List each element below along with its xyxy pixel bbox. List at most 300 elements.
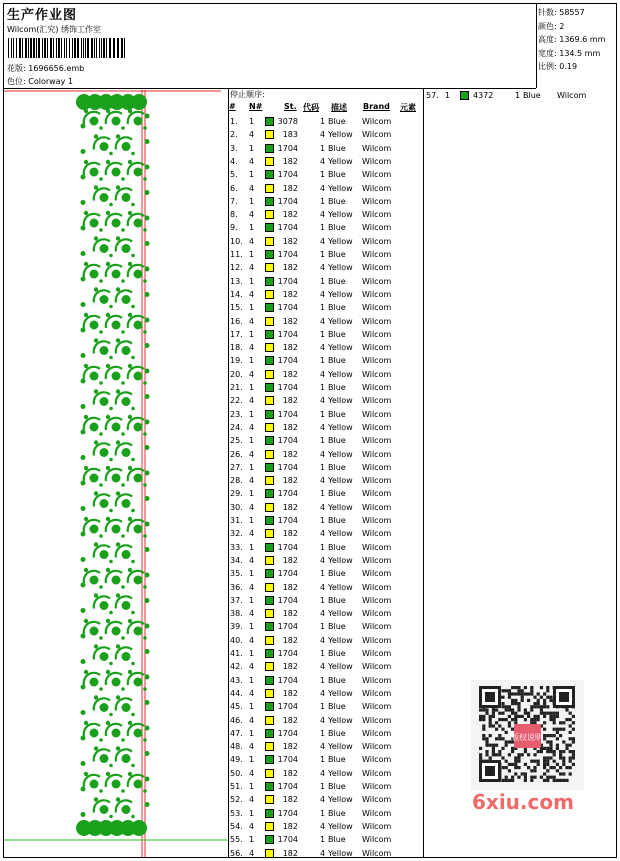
row-index: 20. [230, 369, 243, 379]
table-row [229, 261, 424, 274]
row-code: 1 [320, 569, 326, 579]
row-needle: 1 [249, 622, 255, 632]
table-row [229, 527, 424, 540]
design-scale: 比例: 0.19 [538, 62, 578, 71]
row-code: 4 [320, 768, 326, 778]
row-brand: Wilcom [362, 702, 392, 712]
table-row [229, 740, 424, 753]
row-index: 49. [230, 755, 243, 765]
color-swatch [265, 583, 274, 592]
row-desc: Blue [328, 622, 346, 632]
color-swatch [265, 755, 274, 764]
row-brand: Wilcom [362, 329, 392, 339]
color-swatch [265, 822, 274, 831]
table-row [229, 700, 424, 713]
row-brand: Wilcom [362, 196, 392, 206]
row-brand: Wilcom [362, 622, 392, 632]
table-row [229, 341, 424, 354]
row-stitches: 1704 [277, 595, 298, 605]
stitch-count: 针数: 58557 [538, 8, 585, 17]
row-stitches: 182 [282, 795, 298, 805]
row-code: 1 [320, 542, 326, 552]
color-swatch [265, 343, 274, 352]
row-stitches: 1704 [277, 782, 298, 791]
row-code: 4 [320, 263, 326, 273]
row-desc: Blue [523, 91, 541, 100]
table-row [229, 674, 424, 687]
design-height: 高度: 1369.6 mm [538, 35, 606, 44]
color-swatch [265, 130, 274, 139]
row-stitches: 1704 [277, 143, 298, 153]
design-width: 宽度: 134.5 mm [538, 48, 601, 58]
table-row [229, 847, 424, 860]
row-index: 10. [230, 236, 243, 246]
table-row [229, 288, 424, 301]
row-needle: 1 [249, 383, 255, 392]
row-needle: 1 [249, 595, 255, 605]
row-desc: Blue [328, 436, 346, 446]
row-code: 4 [320, 156, 326, 166]
row-index: 21. [230, 383, 243, 392]
color-swatch [265, 237, 274, 246]
row-desc: Yellow [328, 343, 353, 353]
row-stitches: 182 [282, 715, 298, 725]
row-stitches: 182 [282, 582, 298, 592]
color-swatch [265, 835, 274, 844]
row-code: 4 [320, 449, 326, 459]
row-brand: Wilcom [362, 728, 392, 738]
row-desc: Yellow [328, 449, 353, 459]
row-stitches: 182 [282, 742, 298, 752]
row-brand: Wilcom [362, 795, 392, 805]
row-code: 4 [320, 130, 326, 140]
row-desc: Yellow [328, 848, 353, 858]
row-needle: 4 [249, 422, 255, 432]
row-needle: 1 [249, 409, 255, 419]
row-needle: 1 [249, 170, 255, 180]
row-index: 23. [230, 409, 243, 419]
row-index: 46. [230, 715, 243, 725]
row-desc: Yellow [328, 555, 353, 565]
page-title: 生产作业图 [7, 8, 78, 23]
row-index: 43. [230, 675, 243, 685]
color-count: 颜色: 2 [538, 21, 565, 31]
table-row [229, 687, 424, 700]
row-desc: Blue [328, 755, 346, 765]
table-row [229, 155, 424, 168]
row-needle: 1 [249, 356, 255, 366]
row-stitches: 182 [282, 502, 298, 512]
row-brand: Wilcom [362, 502, 392, 512]
row-stitches: 182 [282, 316, 298, 326]
row-brand: Wilcom [362, 263, 392, 273]
row-code: 1 [320, 649, 326, 658]
row-desc: Yellow [328, 742, 353, 752]
table-row [229, 620, 424, 633]
table-row [229, 634, 424, 647]
row-stitches: 1704 [277, 489, 298, 499]
row-stitches: 1704 [277, 170, 298, 180]
row-brand: Wilcom [362, 276, 392, 286]
row-desc: Yellow [328, 529, 353, 539]
row-code: 1 [320, 835, 326, 845]
row-desc: Blue [328, 117, 346, 126]
color-swatch [265, 157, 274, 166]
row-brand: Wilcom [362, 555, 392, 565]
row-stitches: 1704 [277, 462, 298, 472]
row-stitches: 182 [282, 821, 298, 831]
color-swatch [265, 184, 274, 193]
row-code: 1 [320, 436, 326, 446]
row-brand: Wilcom [362, 223, 392, 233]
col-header-desc: 描述 [331, 103, 347, 112]
row-index: 26. [230, 449, 243, 459]
row-brand: Wilcom [362, 369, 392, 379]
row-stitches: 182 [282, 662, 298, 672]
row-desc: Blue [328, 569, 346, 579]
color-swatch [265, 809, 274, 818]
row-code: 1 [515, 91, 521, 100]
row-needle: 1 [249, 489, 255, 499]
table-row [229, 368, 424, 381]
row-brand: Wilcom [362, 356, 392, 366]
table-row [229, 195, 424, 208]
row-stitches: 182 [282, 688, 298, 698]
row-code: 1 [320, 409, 326, 419]
row-needle: 1 [249, 702, 255, 712]
row-code: 4 [320, 848, 326, 858]
row-index: 42. [230, 662, 243, 672]
row-needle: 1 [249, 516, 255, 525]
col-header-element: 元素 [400, 103, 416, 112]
row-needle: 1 [249, 303, 255, 313]
row-desc: Blue [328, 329, 346, 339]
row-stitches: 1704 [277, 356, 298, 366]
row-stitches: 182 [282, 449, 298, 459]
row-brand: Wilcom [362, 821, 392, 831]
table-row [229, 315, 424, 328]
table-row [229, 235, 424, 248]
row-desc: Blue [328, 516, 346, 525]
row-needle: 4 [249, 396, 255, 406]
row-needle: 4 [249, 821, 255, 831]
color-swatch [265, 436, 274, 445]
row-brand: Wilcom [362, 210, 392, 220]
color-swatch [265, 849, 274, 858]
row-code: 1 [320, 728, 326, 738]
table-row [229, 182, 424, 195]
row-desc: Blue [328, 462, 346, 472]
row-needle: 4 [249, 662, 255, 672]
row-index: 4. [230, 156, 238, 166]
color-swatch [460, 91, 469, 100]
row-desc: Yellow [328, 183, 353, 193]
color-swatch [265, 782, 274, 791]
row-desc: Blue [328, 649, 346, 658]
row-brand: Wilcom [362, 649, 392, 658]
row-desc: Blue [328, 782, 346, 791]
row-code: 1 [320, 117, 326, 126]
row-index: 52. [230, 795, 243, 805]
row-index: 28. [230, 476, 243, 486]
table-row [229, 833, 424, 846]
row-index: 56. [230, 848, 243, 858]
row-desc: Yellow [328, 635, 353, 645]
row-stitches: 1704 [277, 383, 298, 392]
color-swatch [265, 476, 274, 485]
row-index: 32. [230, 529, 243, 539]
col-header-code: 代码 [303, 103, 319, 112]
row-desc: Yellow [328, 289, 353, 299]
watermark: 6xiu.com [472, 790, 574, 814]
color-swatch [265, 503, 274, 512]
row-stitches: 1704 [277, 223, 298, 233]
row-code: 4 [320, 343, 326, 353]
table-row [229, 501, 424, 514]
row-code: 1 [320, 196, 326, 206]
row-desc: Blue [328, 223, 346, 233]
row-code: 1 [320, 622, 326, 632]
color-swatch [265, 290, 274, 299]
row-needle: 1 [249, 649, 255, 658]
row-stitches: 1704 [277, 303, 298, 313]
table-row [229, 780, 424, 793]
design-file-label: 花版: 1696656.emb [7, 64, 85, 73]
row-needle: 4 [249, 555, 255, 565]
table-row [229, 408, 424, 421]
color-swatch [265, 250, 274, 259]
table-row [229, 142, 424, 155]
row-needle: 1 [249, 462, 255, 472]
row-index: 45. [230, 702, 243, 712]
row-stitches: 182 [282, 529, 298, 539]
row-stitches: 182 [282, 768, 298, 778]
row-brand: Wilcom [362, 675, 392, 685]
table-row [229, 221, 424, 234]
color-swatch [265, 263, 274, 272]
embroidery-preview [4, 90, 227, 857]
row-brand: Wilcom [362, 183, 392, 193]
row-stitches: 1704 [277, 649, 298, 658]
stats-divider [536, 4, 537, 88]
row-desc: Yellow [328, 795, 353, 805]
row-index: 35. [230, 569, 243, 579]
row-code: 1 [320, 223, 326, 233]
color-swatch [265, 277, 274, 286]
row-index: 11. [230, 250, 243, 259]
row-brand: Wilcom [362, 782, 392, 791]
row-index: 29. [230, 489, 243, 499]
row-index: 15. [230, 303, 243, 313]
color-swatch [265, 463, 274, 472]
row-desc: Yellow [328, 715, 353, 725]
color-swatch [265, 303, 274, 312]
row-stitches: 1704 [277, 835, 298, 845]
row-needle: 4 [249, 688, 255, 698]
row-desc: Blue [328, 143, 346, 153]
color-swatch [265, 450, 274, 459]
row-stitches: 182 [282, 476, 298, 486]
row-code: 4 [320, 662, 326, 672]
row-brand: Wilcom [362, 117, 392, 126]
row-brand: Wilcom [362, 688, 392, 698]
row-stitches: 182 [282, 422, 298, 432]
row-stitches: 1704 [277, 276, 298, 286]
stop-sequence-title: 停止顺序: [230, 90, 265, 99]
row-index: 47. [230, 728, 243, 738]
table-row [229, 660, 424, 673]
row-code: 1 [320, 329, 326, 339]
row-brand: Wilcom [557, 91, 587, 100]
row-desc: Yellow [328, 422, 353, 432]
color-swatch [265, 317, 274, 326]
table-row [229, 727, 424, 740]
row-stitches: 182 [282, 343, 298, 353]
color-swatch [265, 649, 274, 658]
row-index: 36. [230, 582, 243, 592]
color-swatch [265, 569, 274, 578]
row-brand: Wilcom [362, 582, 392, 592]
row-desc: Yellow [328, 609, 353, 619]
row-desc: Blue [328, 728, 346, 738]
row-code: 1 [320, 170, 326, 180]
table-row [229, 394, 424, 407]
row-index: 40. [230, 635, 243, 645]
col-header-num: # [229, 102, 236, 111]
row-index: 38. [230, 609, 243, 619]
row-desc: Blue [328, 542, 346, 552]
row-needle: 4 [249, 130, 255, 140]
row-index: 16. [230, 316, 243, 326]
row-brand: Wilcom [362, 569, 392, 579]
row-code: 4 [320, 289, 326, 299]
row-index: 41. [230, 649, 243, 658]
row-stitches: 1704 [277, 250, 298, 259]
color-swatch [265, 795, 274, 804]
row-stitches: 1704 [277, 542, 298, 552]
row-needle: 4 [249, 316, 255, 326]
row-desc: Blue [328, 196, 346, 206]
row-code: 1 [320, 516, 326, 525]
row-code: 4 [320, 715, 326, 725]
table-row [229, 448, 424, 461]
row-stitches: 1704 [277, 675, 298, 685]
row-index: 53. [230, 808, 243, 818]
row-brand: Wilcom [362, 609, 392, 619]
row-stitches: 1704 [277, 329, 298, 339]
table-row [229, 820, 424, 833]
row-brand: Wilcom [362, 715, 392, 725]
table-row [229, 115, 424, 128]
table-row [229, 567, 424, 580]
row-stitches: 182 [282, 236, 298, 246]
row-needle: 4 [249, 210, 255, 220]
row-stitches: 182 [282, 635, 298, 645]
row-index: 1. [230, 117, 238, 126]
row-index: 27. [230, 462, 243, 472]
table-row [229, 168, 424, 181]
color-swatch [265, 609, 274, 618]
row-desc: Yellow [328, 502, 353, 512]
row-index: 2. [230, 130, 238, 140]
row-index: 13. [230, 276, 243, 286]
row-desc: Blue [328, 170, 346, 180]
row-desc: Yellow [328, 662, 353, 672]
table-row [229, 461, 424, 474]
color-swatch [265, 622, 274, 631]
col-header-brand: Brand [363, 102, 390, 111]
row-stitches: 1704 [277, 622, 298, 632]
color-swatch [265, 689, 274, 698]
row-brand: Wilcom [362, 409, 392, 419]
row-stitches: 1704 [277, 569, 298, 579]
row-needle: 4 [249, 156, 255, 166]
row-stitches: 182 [282, 210, 298, 220]
row-needle: 1 [249, 835, 255, 845]
row-index: 51. [230, 782, 243, 791]
row-stitches: 182 [282, 396, 298, 406]
table-row [229, 301, 424, 314]
row-brand: Wilcom [362, 489, 392, 499]
row-stitches: 182 [282, 609, 298, 619]
row-desc: Yellow [328, 263, 353, 273]
row-index: 14. [230, 289, 243, 299]
row-index: 54. [230, 821, 243, 831]
row-needle: 4 [249, 502, 255, 512]
row-brand: Wilcom [362, 835, 392, 845]
row-desc: Blue [328, 702, 346, 712]
row-brand: Wilcom [362, 396, 392, 406]
row-stitches: 182 [282, 183, 298, 193]
row-index: 3. [230, 143, 238, 153]
row-needle: 1 [249, 808, 255, 818]
row-brand: Wilcom [362, 662, 392, 672]
row-stitches: 1704 [277, 755, 298, 765]
row-index: 17. [230, 329, 243, 339]
row-code: 4 [320, 316, 326, 326]
row-desc: Blue [328, 383, 346, 392]
embroidery-pattern [76, 94, 150, 836]
row-index: 5. [230, 170, 238, 180]
row-stitches: 182 [282, 369, 298, 379]
row-code: 4 [320, 502, 326, 512]
color-swatch [265, 423, 274, 432]
row-brand: Wilcom [362, 316, 392, 326]
row-stitches: 1704 [277, 702, 298, 712]
row-needle: 1 [249, 196, 255, 206]
table-row [229, 753, 424, 766]
table-row [229, 647, 424, 660]
row-stitches: 1704 [277, 516, 298, 525]
row-code: 4 [320, 795, 326, 805]
table-row [229, 354, 424, 367]
row-code: 4 [320, 236, 326, 246]
row-needle: 4 [249, 715, 255, 725]
row-code: 1 [320, 356, 326, 366]
row-stitches: 182 [282, 848, 298, 858]
row-index: 37. [230, 595, 243, 605]
row-index: 39. [230, 622, 243, 632]
row-code: 4 [320, 635, 326, 645]
color-swatch [265, 543, 274, 552]
row-index: 30. [230, 502, 243, 512]
row-brand: Wilcom [362, 449, 392, 459]
row-desc: Blue [328, 356, 346, 366]
qr-badge-text: 版权说明 [511, 733, 543, 742]
table-row [229, 381, 424, 394]
col-header-needle: N# [249, 102, 263, 111]
row-code: 1 [320, 276, 326, 286]
